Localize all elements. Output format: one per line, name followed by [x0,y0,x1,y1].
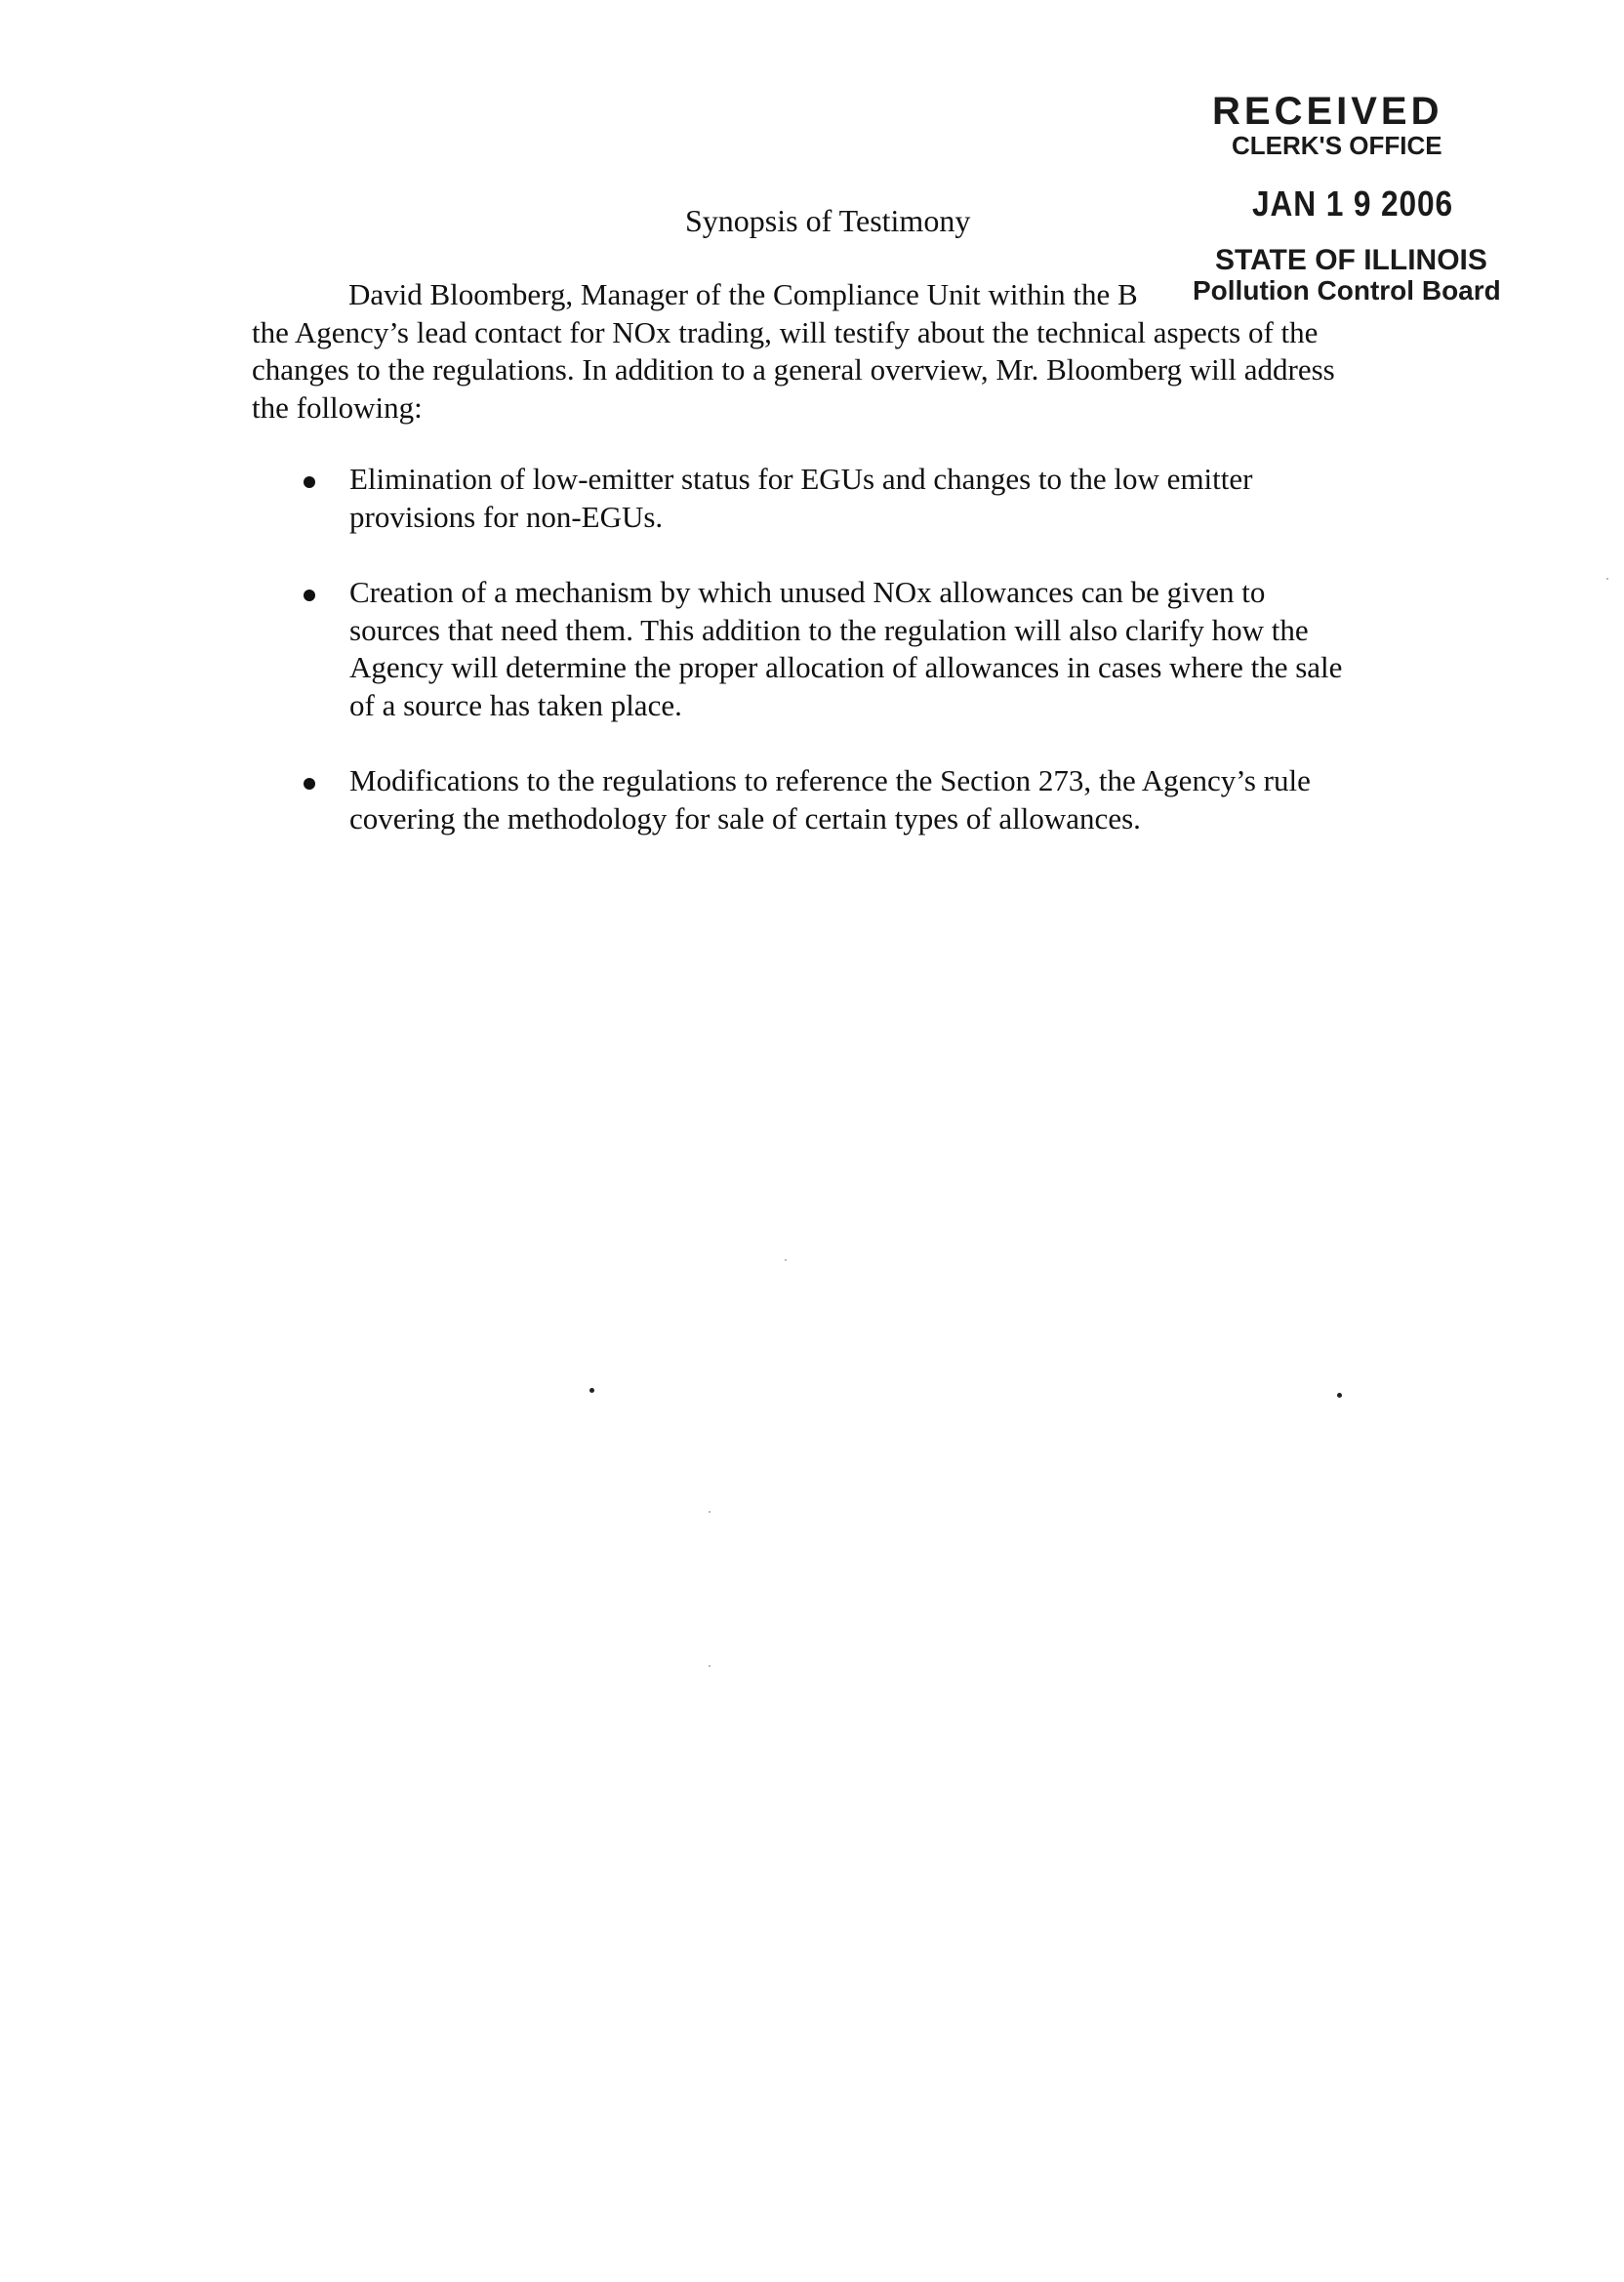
list-item-text: Modifications to the regulations to reference the Section 273, the Agency’s rule covering the methodology for sale of certain types of allowances. [349,763,1311,835]
bullet-icon [304,476,315,488]
scan-speck [709,1665,710,1667]
scan-speck [709,1511,710,1513]
intro-line: changes to the regulations. In addition to a general overview, Mr. Bloomberg will address [252,352,1335,387]
list-item [298,461,1420,536]
intro-line: the following: [252,389,423,425]
topic-list [298,461,1420,876]
bullet-icon [304,590,315,601]
scan-speck [785,1259,787,1261]
scan-speck [589,1388,594,1393]
list-item-text: Elimination of low-emitter status for EGUs and changes to the low emitter provisions for non-EGUs. [349,462,1253,534]
intro-line: the Agency’s lead contact for NOx trading, will testify about the technical aspects of the [252,314,1319,349]
list-item-text: Creation of a mechanism by which unused NOx allowances can be given to sources that need them. This addition to the regulation will also clarify how the Agency will determine the proper allocation of allowances in cases where the sale of a source has taken place. [349,575,1343,722]
stamp-board: Pollution Control Board [1193,275,1501,306]
stamp-received: RECEIVED [1212,90,1443,133]
intro-line: David Bloomberg, Manager of the Compliance Unit within the B [348,277,1138,311]
list-item [298,574,1420,724]
document-title: Synopsis of Testimony [685,203,971,238]
scan-speck [1337,1393,1342,1398]
scan-speck [1606,578,1608,580]
stamp-clerks-office: CLERK'S OFFICE [1232,131,1442,160]
stamp-state: STATE OF ILLINOIS [1215,244,1487,276]
intro-paragraph [252,276,1335,427]
list-item [298,762,1420,837]
bullet-icon [304,778,315,790]
stamp-date: JAN 1 9 2006 [1252,183,1454,224]
